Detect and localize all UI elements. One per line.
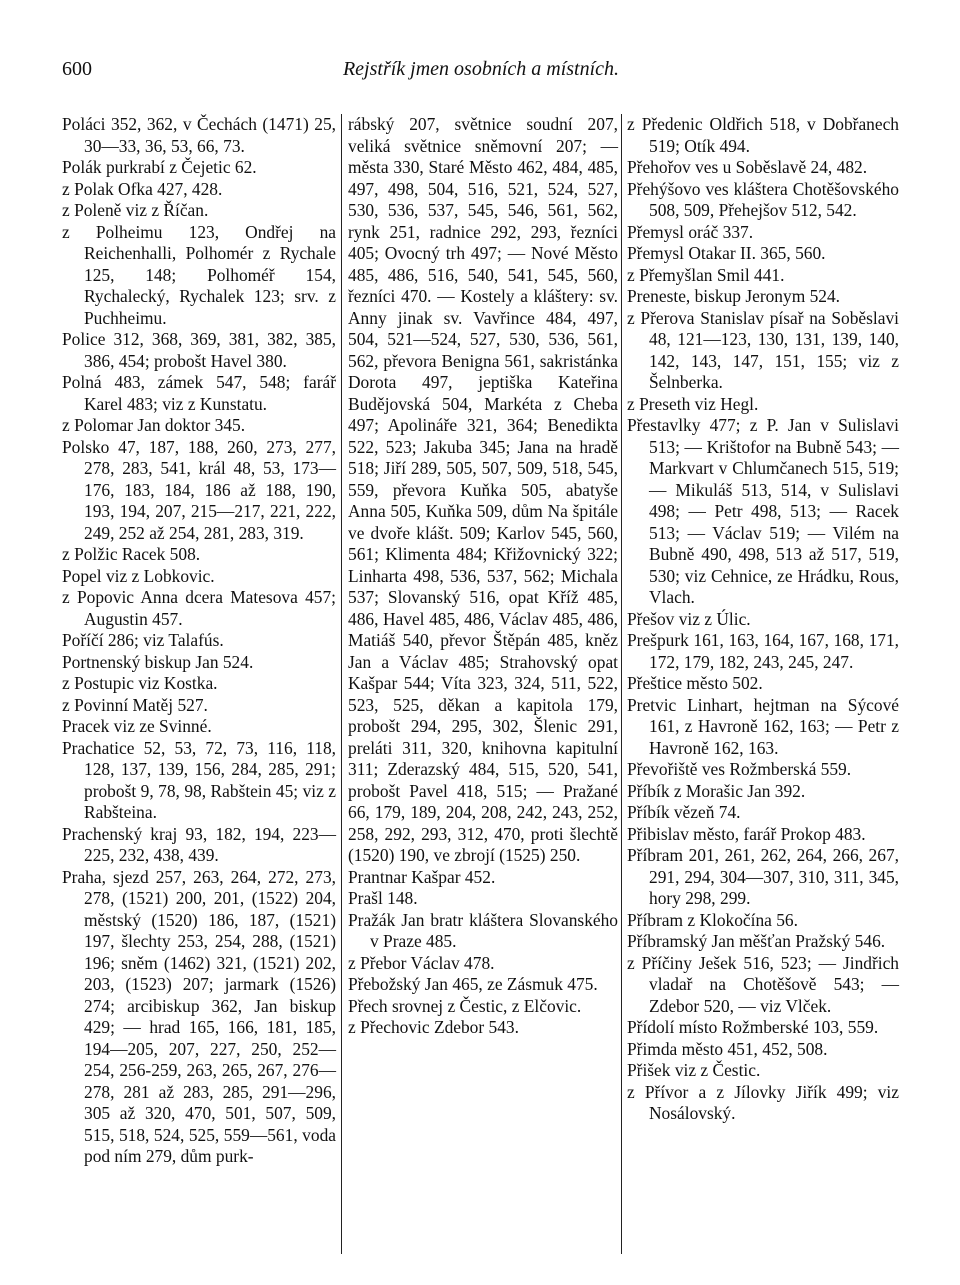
index-entry: z Povinní Matěj 527. (62, 694, 208, 715)
page-header (62, 58, 900, 88)
index-entry: Příbík vězeň 74. (627, 802, 741, 822)
index-entry: Přeštice město 502. (627, 673, 763, 693)
index-entry: Převořiště ves Rožmberská 559. (627, 759, 852, 779)
index-entry: Pretvic Linhart, hejtman na Sýcové 161, z Havroně 162, 163; — Petr z Havroně 162, 163. (627, 694, 899, 758)
index-entry: Přídolí místo Rožmberské 103, 559. (627, 1017, 879, 1037)
index-entry: Přimda město 451, 452, 508. (627, 1038, 828, 1059)
index-entry: Přešov viz z Úlic. (627, 608, 751, 629)
column-divider (341, 114, 342, 1254)
index-entry: Prešpurk 161, 163, 164, 167, 168, 171, 172, 179, 182, 243, 245, 247. (627, 630, 899, 672)
index-entry: Příbram z Klokočína 56. (627, 909, 798, 930)
index-entry: z Poleně viz z Říčan. (62, 200, 209, 220)
index-entry: Příbík z Morašic Jan 392. (627, 780, 806, 801)
index-entry: Přemysl oráč 337. (627, 221, 754, 242)
running-title: Rejstřík jmen osobních a místních. (342, 58, 620, 80)
index-entry: z Polak Ofka 427, 428. (62, 178, 223, 199)
index-entry: z Příčiny Ješek 516, 523; — Jindřich vladař na Chotěšově 543; — Zdebor 520, — viz Vlček. (627, 952, 899, 1016)
index-entry: Portnenský biskup Jan 524. (62, 651, 254, 672)
index-entry: z Přívor a z Jílovky Jiřík 499; viz Nosálovský. (627, 1081, 899, 1123)
index-entry: z Popovic Anna dcera Matesova 457; Augustin 457. (62, 587, 336, 629)
index-entry: Poláci 352, 362, v Čechách (1471) 25, 30—33, 36, 53, 66, 73. (62, 114, 336, 156)
index-entry: Police 312, 368, 369, 381, 382, 385, 386, 454; probošt Havel 380. (62, 329, 336, 371)
index-entry: z Polžic Racek 508. (62, 544, 201, 564)
index-entry: Přestavlky 477; z P. Jan v Sulislavi 513; — Krištofor na Bubně 543; — Markvart v Chlumčanech 515, 519; — Mikuláš 513, 514, v Sulislavi 498; — Petr 498, 513; — Racek 513; — Václav 519; — Vilém na Bubně 490, 498, 513 až 517, 519, 530; viz Cehnice, ze Hrádku, Rous, Vlach. (627, 415, 899, 607)
index-entry: Přibislav město, farář Prokop 483. (627, 823, 866, 844)
index-entry: Příbramský Jan měšťan Pražský 546. (627, 931, 886, 951)
index-entry: Popel viz z Lobkovic. (62, 565, 215, 586)
index-column-right (627, 114, 899, 1125)
index-entry: Poříčí 286; viz Talafús. (62, 630, 224, 650)
index-entry: Přemysl Otakar II. 365, 560. (627, 243, 826, 263)
index-entry: Prašl 148. (348, 888, 418, 908)
index-column-left (62, 114, 336, 1168)
index-entry: z Přebor Václav 478. (348, 952, 495, 973)
index-entry: z Přemyšlan Smil 441. (627, 264, 785, 285)
index-entry: z Přerova Stanislav písař na Soběslavi 48, 121—123, 130, 131, 139, 140, 142, 143, 147, 151, 155; viz z Šelnberka. (627, 307, 899, 392)
index-entry: Přišek viz z Čestic. (627, 1060, 761, 1080)
index-entry: Prantnar Kašpar 452. (348, 866, 496, 887)
index-entry: Přehořov ves u Soběslavě 24, 482. (627, 157, 868, 177)
index-entry: z Předenic Oldřich 518, v Dobřanech 519; Otík 494. (627, 114, 899, 156)
index-entry: rábský 207, světnice soudní 207, veliká světnice sněmovní 207; — města 330, Staré Město 462, 484, 485, 497, 498, 504, 516, 521, 524, 527, 530, 536, 537, 545, 546, 561, 562, rynk 251, radnice 292, 293, řezníci 405; Ovocný trh 497; — Nové Město 485, 486, 516, 540, 541, 545, 560, řezníci 470. — Kostely a kláštery: sv. Anny jinak sv. Vavřince 484, 497, 504, 521—524, 527, 530, 536, 561, 562, převora Benigna 561, sakristánka Dorota 497, jeptiška Kateřina Budějovská 504, Markéta z Cheba 497; Apolináře 321, 364; Benedikta 522, 523; Jakuba 345; Jana na hradě 518; Jiří 289, 505, 507, 509, 518, 545, 559, převora Kuňka 505, abatyše Anna 505, Kuňka 509, dům Na špitále ve dvoře klášt. 509; Karlov 545, 560, 561; Klimenta 484; Křižovnický 322; Linharta 498, 536, 537, 562; Michala 537; Slovanský 516, opat Kříž 485, 486, Havel 485, 486, Václav 485, 486, Matiáš 540, převor Štěpán 485, kněz Jan a Václav 485; Strahovský opat Kašpar 544; Víta 323, 324, 511, 522, 523, 525, děkan a kapitola 179, probošt 294, 295, 302, Šlenic 291, preláti 311, 320, knihovna kapitulní 311; Zderazský 484, 515, 520, 541, probošt Pavel 418, 515; — Pražané 66, 179, 189, 204, 208, 242, 243, 252, 258, 292, 293, 312, 470, proti šlechtě (1520) 190, ve zbrojí (1525) 250. (348, 114, 618, 865)
column-divider (621, 114, 622, 1254)
index-entry: Přebožský Jan 465, ze Zásmuk 475. (348, 974, 598, 994)
index-entry: z Postupic viz Kostka. (62, 673, 218, 693)
index-entry: Pražák Jan bratr kláštera Slovanského v Praze 485. (348, 909, 618, 951)
index-entry: Preneste, biskup Jeronym 524. (627, 286, 841, 306)
page-number: 600 (62, 58, 92, 80)
index-entry: Polsko 47, 187, 188, 260, 273, 277, 278, 283, 541, král 48, 53, 173—176, 183, 184, 186 až 188, 190, 193, 194, 207, 215—217, 221, 222, 249, 252 až 254, 281, 283, 319. (62, 436, 336, 543)
index-entry: z Polheimu 123, Ondřej na Reichenhalli, Polhomér z Rychale 125, 148; Polhoméř 154, Rychalecký, Rychalek 123; srv. z Puchheimu. (62, 221, 336, 328)
index-column-middle (348, 114, 618, 1039)
index-entry: Polák purkrabí z Čejetic 62. (62, 157, 257, 177)
index-entry: z Přechovic Zdebor 543. (348, 1017, 519, 1037)
index-entry: Příbram 201, 261, 262, 264, 266, 267, 291, 294, 304—307, 310, 311, 345, hory 298, 299. (627, 845, 899, 908)
index-entry: Praha, sjezd 257, 263, 264, 272, 273, 278, (1521) 200, 201, (1522) 204, městský (1520) 186, 187, (1521) 197, šlechty 253, 254, 288, (1521) 196; sněm (1462) 321, (1521) 202, 203, (1523) 207; jarmark (1526) 274; arcibiskup 362, Jan biskup 429; — hrad 165, 166, 181, 185, 194—205, 207, 227, 250, 252—254, 256-259, 263, 265, 267, 276—278, 281 až 283, 285, 291—296, 305 až 320, 470, 501, 507, 509, 515, 518, 524, 525, 559—561, voda pod ním 279, dům purk- (62, 866, 336, 1166)
index-entry: Prachenský kraj 93, 182, 194, 223—225, 232, 438, 439. (62, 823, 336, 865)
index-entry: Pracek viz ze Svinné. (62, 716, 212, 736)
index-entry: Prachatice 52, 53, 72, 73, 116, 118, 128, 137, 139, 156, 284, 285, 291; probošt 9, 78, 98, Rabštein 45; viz z Rabšteina. (62, 737, 336, 822)
index-entry: z Polomar Jan doktor 345. (62, 415, 246, 435)
index-entry: Přech srovnej z Čestic, z Elčovic. (348, 995, 582, 1016)
index-entry: z Preseth viz Hegl. (627, 393, 759, 414)
index-entry: Polná 483, zámek 547, 548; farář Karel 483; viz z Kunstatu. (62, 372, 336, 414)
index-entry: Přehýšovo ves kláštera Chotěšovského 508, 509, Přehejšov 512, 542. (627, 178, 899, 220)
